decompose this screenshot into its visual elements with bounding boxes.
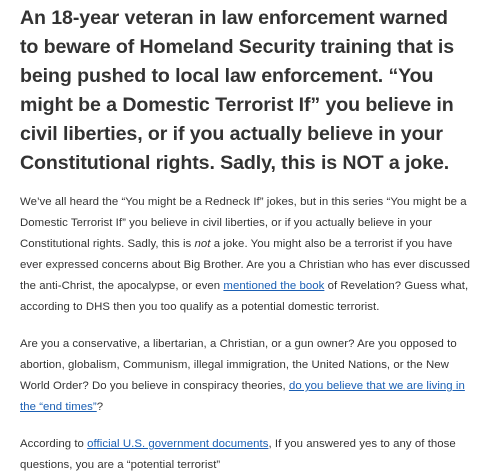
paragraph-2-text-a: Are you a conservative, a libertarian, a Christian, or a gun owner? Are you opposed to abortion, globalism, Communism, illegal immigration, the United Nations, or the New World Order? Do you believe in conspiracy theories, (20, 338, 457, 392)
article-headline: An 18-year veteran in law enforcement warned to beware of Homeland Security training that is being pushed to local law enforcement. “You might be a Domestic Terrorist If” you believe in civil liberties, or if you actually believe in your Constitutional rights. Sadly, this is NOT a joke. (20, 7, 455, 174)
link-mentioned-the-book[interactable]: mentioned the book (223, 280, 325, 292)
paragraph-2-text-b: ? (96, 401, 104, 413)
paragraph-3-text-a: According to (20, 438, 88, 450)
article (20, 4, 470, 476)
paragraph-1-emphasis: not (194, 238, 211, 250)
paragraph-3 (20, 434, 470, 476)
paragraph-1-text-b: a joke. You might also be a terrorist if you have ever expressed concerns about Big Brother. Are you a Christian who has ever discussed the anti-Christ, the apocalypse, or even (20, 238, 470, 292)
paragraph-1 (20, 192, 470, 318)
link-government-documents[interactable]: official U.S. government documents (87, 438, 269, 450)
paragraph-1-text-c: of Revelation? Guess what, according to DHS then you too qualify as a potential domestic terrorist. (20, 280, 469, 313)
link-end-times[interactable]: do you believe that we are living in the “end times” (20, 380, 465, 413)
paragraph-3-text-b: , If you answered yes to any of those questions, you are a “potential terrorist” (20, 438, 456, 471)
paragraph-1-text-a: We’ve all heard the “You might be a Redneck If” jokes, but in this series “You might be a Domestic Terrorist If” you believe in civil liberties, or if you actually believe in your Constitutional rights. Sadly, this is (20, 196, 467, 250)
paragraph-2 (20, 334, 470, 418)
